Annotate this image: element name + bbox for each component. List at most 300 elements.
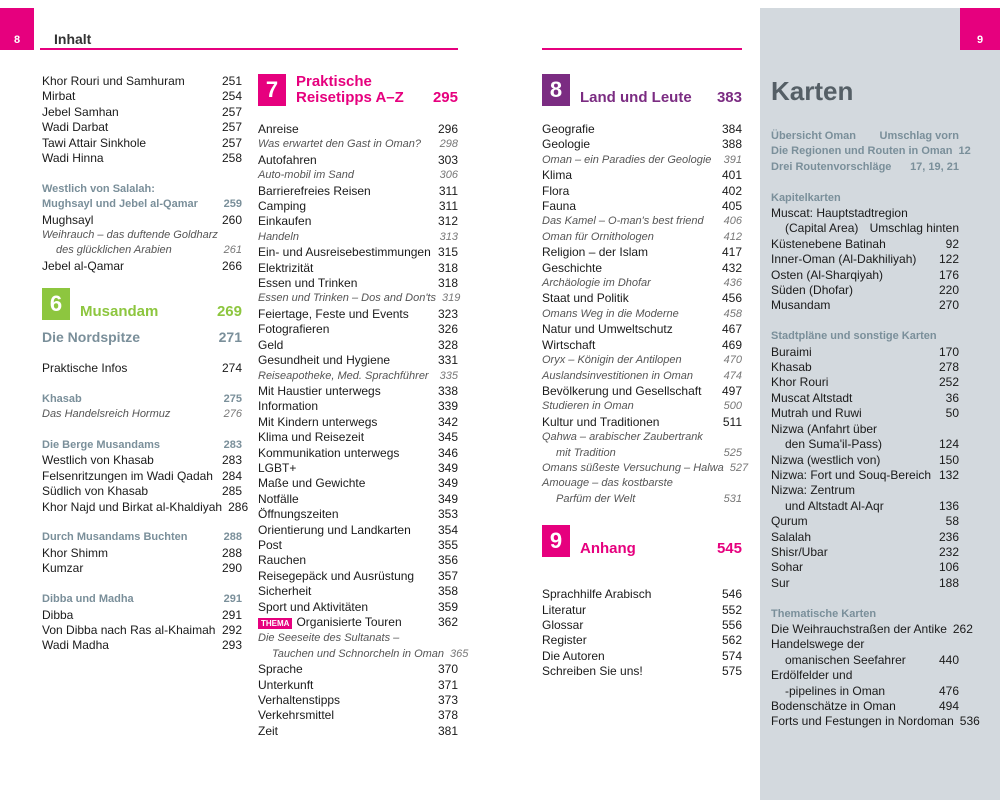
page-number: 17, 19, 21 <box>910 160 959 173</box>
chapter-8-heading[interactable] <box>542 74 742 106</box>
map-entry[interactable]: Forts und Festungen in Nordoman 536 <box>771 714 980 729</box>
toc-entry[interactable] <box>258 507 458 522</box>
entry-title: Rauchen <box>258 553 307 568</box>
toc-entry[interactable] <box>42 561 242 576</box>
toc-entry-italic[interactable] <box>542 153 742 168</box>
group-heading: Thematische Karten <box>771 607 877 620</box>
entry-title: Jebel Samhan <box>42 104 119 119</box>
page-number: 562 <box>721 633 742 648</box>
map-entry[interactable] <box>771 298 959 313</box>
entry-title: Muscat Altstadt <box>771 390 853 405</box>
toc-entry[interactable] <box>258 693 458 708</box>
page-number: 331 <box>437 353 458 368</box>
entry-title: Kumzar <box>42 561 84 576</box>
page-number: 346 <box>437 445 458 460</box>
page-number: 556 <box>721 617 742 632</box>
toc-entry[interactable] <box>42 136 242 151</box>
toc-entry[interactable] <box>258 476 458 491</box>
toc-entry[interactable] <box>258 553 458 568</box>
toc-entry-italic[interactable]: Amouage – das kostbarste <box>542 477 673 490</box>
page-number: 291 <box>221 607 242 622</box>
map-entry[interactable]: Nizwa: Fort und Souq-Bereich 132 <box>771 467 959 482</box>
page-number: 311 <box>438 199 458 214</box>
map-entry[interactable]: Nizwa (Anfahrt über <box>771 421 878 436</box>
toc-entry[interactable] <box>258 461 458 476</box>
entry-title: Klima und Reisezeit <box>258 430 365 445</box>
page-number: 342 <box>437 414 458 429</box>
toc-entry-thema[interactable]: THEMA Organisierte Touren 362 <box>258 615 458 631</box>
page-number: 122 <box>938 252 959 267</box>
toc-entry[interactable] <box>258 153 458 168</box>
page-number: 286 <box>228 499 249 514</box>
toc-entry[interactable] <box>258 678 458 693</box>
entry-title: Buraimi <box>771 344 812 359</box>
entry-title: Khor Rouri und Samhuram <box>42 74 185 88</box>
page-number: 36 <box>945 390 959 405</box>
section-heading[interactable]: Die Nordspitze 271 <box>42 329 242 346</box>
toc-entry[interactable] <box>258 261 458 276</box>
toc-entry[interactable] <box>542 618 742 633</box>
toc-entry[interactable] <box>542 633 742 648</box>
page-number: 188 <box>938 575 959 590</box>
map-entry[interactable] <box>771 252 959 267</box>
page-number: 257 <box>221 120 242 135</box>
map-entry[interactable] <box>771 560 959 575</box>
entry-title: Khor Shimm <box>42 545 109 560</box>
toc-entry[interactable] <box>542 168 742 183</box>
entry-title: Flora <box>542 183 570 198</box>
page-number: 298 <box>439 138 458 151</box>
toc-entry-italic[interactable] <box>542 369 742 384</box>
entry-title: Khor Najd und Birkat al-Khaldiyah <box>42 499 223 514</box>
toc-entry[interactable] <box>258 307 458 322</box>
toc-entry[interactable] <box>258 122 458 137</box>
toc-entry[interactable] <box>42 89 242 104</box>
toc-entry-italic[interactable]: Parfüm der Welt 531 <box>556 492 742 505</box>
toc-entry[interactable] <box>542 649 742 664</box>
map-entry[interactable] <box>771 545 959 560</box>
map-entry[interactable] <box>771 360 959 375</box>
entry-title: Natur und Umweltschutz <box>542 322 673 337</box>
page-number: 311 <box>438 183 458 198</box>
page-number: 270 <box>938 298 959 313</box>
entry-title: Anreise <box>258 122 299 136</box>
toc-entry[interactable] <box>42 608 242 623</box>
entry-title: Tawi Attair Sinkhole <box>42 135 147 150</box>
entry-title: Studieren in Oman <box>542 400 634 413</box>
toc-entry[interactable] <box>258 338 458 353</box>
page-number: 338 <box>437 383 458 398</box>
chapter-7-heading[interactable] <box>258 74 458 106</box>
toc-entry-italic[interactable]: mit Tradition 525 <box>556 446 742 459</box>
map-entry[interactable]: Bodenschätze in Oman 494 <box>771 698 959 713</box>
page-number: Umschlag vorn <box>879 130 959 142</box>
page-number: 436 <box>723 277 742 290</box>
toc-entry-italic[interactable] <box>258 230 458 245</box>
toc-entry[interactable] <box>258 569 458 584</box>
chapter-page: 545 <box>716 540 742 558</box>
entry-title: Südlich von Khasab <box>42 484 149 499</box>
entry-title: Orientierung und Landkarten <box>258 522 411 537</box>
entry-title: Archäologie im Dhofar <box>542 277 651 290</box>
entry-title: Geologie <box>542 137 591 152</box>
chapter-page: 383 <box>716 89 742 106</box>
entry-title: Mit Kindern unterwegs <box>258 414 378 429</box>
toc-entry[interactable] <box>542 603 742 618</box>
entry-title: Qurum <box>771 514 808 529</box>
entry-title: Autofahren <box>258 152 317 167</box>
toc-entry[interactable] <box>42 546 242 561</box>
toc-entry[interactable] <box>542 122 742 137</box>
chapter-9-heading[interactable] <box>542 525 742 557</box>
page-number: 12 <box>958 145 971 158</box>
toc-entry[interactable] <box>258 584 458 599</box>
page-number: 236 <box>938 529 959 544</box>
entry-title: Khasab <box>771 360 812 375</box>
group-heading: Stadtpläne und sonstige Karten <box>771 330 937 343</box>
map-entry[interactable] <box>771 530 959 545</box>
entry-title: Register <box>542 633 587 648</box>
thema-badge: THEMA <box>258 618 292 629</box>
page-number: 258 <box>221 151 242 166</box>
page-number: 405 <box>721 199 742 214</box>
page-number: 251 <box>221 74 242 88</box>
map-entry[interactable] <box>771 391 959 406</box>
entry-title: Sprache <box>258 662 303 677</box>
entry-title: Inner-Oman (Al-Dakhiliyah) <box>771 252 917 267</box>
map-entry[interactable] <box>771 576 959 591</box>
toc-entry[interactable] <box>42 499 249 515</box>
entry-title: Westlich von Khasab <box>42 453 154 468</box>
map-entry[interactable] <box>771 160 959 175</box>
entry-title: Sohar <box>771 560 804 575</box>
toc-entry-italic[interactable] <box>542 214 742 229</box>
entry-title: Sicherheit <box>258 584 312 599</box>
toc-entry[interactable] <box>42 74 242 89</box>
page-number: 355 <box>437 537 458 552</box>
chapter-number: 9 <box>542 525 570 557</box>
page-number: 50 <box>945 406 959 421</box>
toc-entry[interactable] <box>42 623 242 638</box>
toc-entry[interactable] <box>542 322 742 337</box>
page-number: 328 <box>437 337 458 352</box>
entry-title: Essen und Trinken <box>258 276 358 291</box>
right-page-number: 9 <box>960 8 1000 50</box>
toc-entry[interactable] <box>42 105 242 120</box>
chapter-number: 8 <box>542 74 570 106</box>
entry-title: Bevölkerung und Gesellschaft <box>542 383 702 398</box>
entry-title: Essen und Trinken – Dos and Don'ts <box>258 292 436 305</box>
page-number: 356 <box>437 553 458 568</box>
entry-title: Ein- und Ausreisebestimmungen <box>258 245 431 260</box>
toc-entry-italic[interactable]: Weihrauch – das duftende Goldharz <box>42 229 218 242</box>
entry-title: Wadi Darbat <box>42 120 109 135</box>
page-number: 349 <box>437 476 458 491</box>
toc-entry-italic[interactable] <box>542 230 742 245</box>
entry-title: Geschichte <box>542 260 603 275</box>
page-number: 378 <box>437 708 458 723</box>
entry-title: Verkehrsmittel <box>258 708 335 723</box>
map-entry[interactable]: Muscat: Hauptstadtregion <box>771 206 908 221</box>
entry-title: Verhaltenstipps <box>258 693 341 708</box>
page-number: 456 <box>721 291 742 306</box>
toc-entry[interactable] <box>258 245 458 260</box>
group-heading: Mughsayl und Jebel al-Qamar <box>42 198 198 211</box>
page-number: 370 <box>437 662 458 677</box>
toc-entry[interactable] <box>258 199 458 214</box>
map-entry[interactable] <box>771 283 959 298</box>
toc-entry[interactable] <box>542 291 742 306</box>
page-number: 278 <box>938 360 959 375</box>
page-number: 252 <box>938 375 959 390</box>
page-number: 288 <box>221 545 242 560</box>
entry-title: Von Dibba nach Ras al-Khaimah <box>42 622 216 637</box>
toc-entry[interactable] <box>258 600 458 615</box>
toc-entry[interactable] <box>542 199 742 214</box>
entry-title: Kultur und Traditionen <box>542 414 660 429</box>
map-entry[interactable] <box>771 345 959 360</box>
map-entry[interactable]: Handelswege der <box>771 637 865 652</box>
toc-entry-italic[interactable] <box>542 307 742 322</box>
entry-title: Oman für Ornithologen <box>542 230 654 243</box>
map-entry[interactable] <box>771 237 959 252</box>
toc-entry[interactable] <box>542 338 742 353</box>
page-number: 552 <box>721 602 742 617</box>
toc-entry[interactable] <box>258 538 458 553</box>
toc-entry-italic[interactable]: Die Seeseite des Sultanats – <box>258 632 400 645</box>
page-number: 354 <box>437 522 458 537</box>
toc-entry-italic[interactable] <box>542 399 742 414</box>
toc-entry[interactable] <box>258 384 458 399</box>
entry-title: Mirbat <box>42 89 76 104</box>
toc-entry[interactable] <box>542 664 742 679</box>
map-entry[interactable] <box>771 144 971 159</box>
group-heading[interactable]: Durch Musandams Buchten 288 <box>42 531 242 544</box>
entry-title: Barrierefreies Reisen <box>258 183 371 198</box>
page-number: 359 <box>437 599 458 614</box>
chapter-6-heading[interactable] <box>42 288 242 320</box>
entry-title: Fotografieren <box>258 322 330 337</box>
page-number: 170 <box>938 344 959 359</box>
page-number: 474 <box>723 369 742 382</box>
page-number: 58 <box>945 514 959 529</box>
entry-title: Fauna <box>542 199 577 214</box>
toc-entry[interactable] <box>258 492 458 507</box>
map-entry[interactable] <box>771 406 959 421</box>
toc-entry-italic[interactable]: Tauchen und Schnorcheln in Oman 365 <box>272 647 469 660</box>
entry-title: Küstenebene Batinah <box>771 236 886 251</box>
page-number: 575 <box>721 664 742 679</box>
entry-title: Notfälle <box>258 491 299 506</box>
chapter-page: 295 <box>432 89 458 106</box>
page-number: 574 <box>721 648 742 663</box>
entry-title: Unterkunft <box>258 677 314 692</box>
chapter-title: Musandam <box>80 303 159 321</box>
map-entry[interactable]: Nizwa (westlich von) 150 <box>771 452 959 467</box>
map-entry[interactable]: Die Weihrauchstraßen der Antike 262 <box>771 621 973 636</box>
page-number: 406 <box>723 215 742 228</box>
entry-title: Maße und Gewichte <box>258 476 366 491</box>
map-entry[interactable]: (Capital Area) Umschlag hinten <box>785 221 959 236</box>
toc-entry[interactable] <box>258 430 458 445</box>
page-number: 349 <box>437 491 458 506</box>
toc-entry[interactable] <box>542 384 742 399</box>
group-heading[interactable]: Khasab 275 <box>42 392 242 405</box>
chapter-title: Land und Leute <box>580 89 692 106</box>
entry-title: Religion – der Islam <box>542 245 649 260</box>
page-number: 296 <box>437 122 458 136</box>
entry-title: Dibba <box>42 607 74 622</box>
map-entry[interactable] <box>771 375 959 390</box>
toc-entry-italic[interactable] <box>258 369 458 384</box>
entry-title: Kommunikation unterwegs <box>258 445 400 460</box>
map-entry[interactable]: und Altstadt Al-Aqr 136 <box>785 498 959 513</box>
page-number: 353 <box>437 507 458 522</box>
page-number: 176 <box>938 267 959 282</box>
map-entry[interactable] <box>771 129 959 144</box>
toc-entry[interactable] <box>258 184 458 199</box>
page-number: 318 <box>437 260 458 275</box>
toc-entry[interactable] <box>258 399 458 414</box>
toc-entry[interactable]: Jebel al-Qamar 266 <box>42 258 242 273</box>
page-number: 388 <box>721 137 742 152</box>
map-entry[interactable]: -pipelines in Oman 476 <box>785 683 959 698</box>
page-number: 497 <box>721 383 742 398</box>
toc-entry[interactable] <box>542 245 742 260</box>
page-number: 401 <box>721 168 742 183</box>
entry-title: Auto-mobil im Sand <box>258 169 354 182</box>
toc-entry-italic[interactable] <box>258 291 461 306</box>
chapter-page: 269 <box>216 303 242 321</box>
toc-entry[interactable] <box>542 261 742 276</box>
entry-title: Camping <box>258 199 307 214</box>
page-number: 303 <box>437 152 458 167</box>
page-number: 284 <box>221 468 242 483</box>
entry-title: Omans Weg in die Moderne <box>542 307 679 320</box>
toc-entry[interactable] <box>42 453 242 468</box>
page-number: 358 <box>437 584 458 599</box>
toc-column-1 <box>42 74 249 654</box>
map-entry[interactable]: omanischen Seefahrer 440 <box>785 652 959 667</box>
entry-title: Information <box>258 399 319 414</box>
toc-entry[interactable] <box>258 662 458 677</box>
toc-entry[interactable] <box>258 322 458 337</box>
toc-entry[interactable] <box>258 446 458 461</box>
page-number: 106 <box>938 560 959 575</box>
page-number: 257 <box>221 135 242 150</box>
toc-entry-italic[interactable]: Omans süßeste Versuchung – Halwa 527 <box>542 461 749 474</box>
entry-title: Feiertage, Feste und Events <box>258 306 409 321</box>
entry-title: Drei Routenvorschläge <box>771 160 892 173</box>
toc-entry[interactable] <box>258 708 458 723</box>
map-entry[interactable]: Nizwa: Zentrum <box>771 483 856 498</box>
toc-entry[interactable] <box>258 724 458 739</box>
entry-title: Literatur <box>542 602 587 617</box>
entry-title: Musandam <box>771 298 831 313</box>
entry-title: Handeln <box>258 230 299 243</box>
page-number: 381 <box>437 723 458 738</box>
toc-entry[interactable] <box>42 469 242 484</box>
page-number: 315 <box>437 245 458 260</box>
entry-title: LGBT+ <box>258 460 297 475</box>
entry-title: Wirtschaft <box>542 337 596 352</box>
toc-entry[interactable] <box>258 276 458 291</box>
page-number: 232 <box>938 544 959 559</box>
toc-entry[interactable]: Praktische Infos 274 <box>42 361 242 376</box>
toc-entry[interactable] <box>542 137 742 152</box>
page-title: Inhalt <box>54 31 92 47</box>
entry-title: Sprachhilfe Arabisch <box>542 587 652 602</box>
toc-entry-italic[interactable] <box>258 137 458 152</box>
toc-entry-italic[interactable] <box>258 168 458 183</box>
toc-column-3 <box>542 74 749 680</box>
map-entry[interactable]: den Suma'il-Pass) 124 <box>785 437 959 452</box>
page-number: 312 <box>437 214 458 229</box>
toc-entry[interactable] <box>542 415 742 430</box>
group-heading[interactable]: Dibba und Madha 291 <box>42 593 242 606</box>
page-number: 511 <box>722 414 742 429</box>
toc-entry-italic[interactable]: des glücklichen Arabien 261 <box>56 244 242 257</box>
map-entry[interactable] <box>771 268 959 283</box>
entry-title: Das Kamel – O-man's best friend <box>542 215 704 228</box>
entry-title: Die Regionen und Routen in Oman <box>771 145 953 158</box>
entry-title: Salalah <box>771 529 812 544</box>
toc-entry[interactable] <box>542 587 742 602</box>
entry-title: Post <box>258 537 283 552</box>
toc-entry[interactable] <box>42 484 242 499</box>
entry-title: Sport und Aktivitäten <box>258 599 369 614</box>
left-page-number: 8 <box>0 8 34 50</box>
toc-entry[interactable] <box>42 638 242 653</box>
map-entry[interactable]: Erdölfelder und <box>771 668 853 683</box>
toc-entry[interactable] <box>42 151 242 166</box>
entry-title: Elektrizität <box>258 260 314 275</box>
map-entry[interactable] <box>771 514 959 529</box>
toc-entry-italic[interactable]: Qahwa – arabischer Zaubertrank <box>542 431 703 444</box>
group-heading[interactable]: Die Berge Musandams 283 <box>42 439 242 452</box>
toc-entry[interactable] <box>42 120 242 135</box>
page-number: 546 <box>721 587 742 602</box>
page-number: 313 <box>439 230 458 243</box>
entry-title: Khor Rouri <box>771 375 829 390</box>
page-number: 384 <box>721 122 742 136</box>
page-number: 417 <box>721 245 742 260</box>
page-number: 412 <box>723 230 742 243</box>
toc-entry[interactable] <box>258 523 458 538</box>
entry-title: Felsenritzungen im Wadi Qadah <box>42 468 213 483</box>
toc-entry[interactable] <box>258 415 458 430</box>
page-number: 326 <box>437 322 458 337</box>
toc-entry[interactable] <box>258 214 458 229</box>
page-number: 254 <box>221 89 242 104</box>
page-number: 345 <box>437 430 458 445</box>
toc-entry[interactable]: Mughsayl 260 <box>42 212 242 227</box>
chapter-number: 7 <box>258 74 286 106</box>
toc-entry-italic[interactable]: Das Handelsreich Hormuz 276 <box>42 408 242 421</box>
entry-title: Reiseapotheke, Med. Sprachführer <box>258 369 429 382</box>
toc-entry-italic[interactable] <box>542 276 742 291</box>
page-number: 293 <box>221 638 242 653</box>
toc-entry[interactable] <box>258 353 458 368</box>
toc-entry-italic[interactable] <box>542 353 742 368</box>
page-number: 292 <box>221 622 242 637</box>
entry-title: Einkaufen <box>258 214 312 229</box>
entry-title: Was erwartet den Gast in Oman? <box>258 138 422 151</box>
toc-entry[interactable] <box>542 184 742 199</box>
header-rule-left <box>40 48 458 50</box>
page-number: 373 <box>437 693 458 708</box>
header-rule-right <box>542 48 742 50</box>
